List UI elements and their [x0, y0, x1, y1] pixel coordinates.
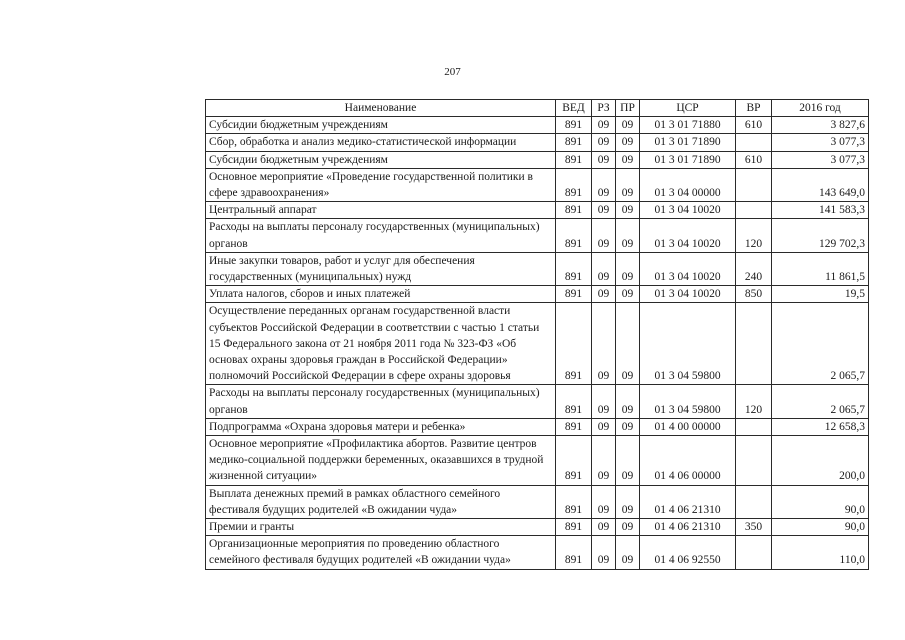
cell-ved: 891: [556, 519, 592, 536]
cell-csr: 01 3 04 10020: [640, 202, 736, 219]
table-row: [206, 418, 869, 435]
header-csr: ЦСР: [640, 100, 736, 117]
cell-ved: 891: [556, 202, 592, 219]
cell-pr: 09: [616, 219, 640, 252]
cell-amount: 2 065,7: [772, 385, 869, 418]
header-rz: РЗ: [592, 100, 616, 117]
cell-ved: 891: [556, 117, 592, 134]
table-row: [206, 202, 869, 219]
table-row: [206, 485, 869, 518]
cell-pr: 09: [616, 134, 640, 151]
table-row: [206, 436, 869, 486]
cell-rz: 09: [592, 436, 616, 486]
cell-amount: 141 583,3: [772, 202, 869, 219]
cell-pr: 09: [616, 117, 640, 134]
cell-amount: 3 077,3: [772, 134, 869, 151]
cell-pr: 09: [616, 485, 640, 518]
header-vr: ВР: [736, 100, 772, 117]
cell-pr: 09: [616, 168, 640, 201]
cell-csr: 01 3 04 59800: [640, 385, 736, 418]
header-amount: 2016 год: [772, 100, 869, 117]
cell-amount: 200,0: [772, 436, 869, 486]
cell-vr: 350: [736, 519, 772, 536]
cell-rz: 09: [592, 385, 616, 418]
cell-rz: 09: [592, 485, 616, 518]
cell-amount: 19,5: [772, 286, 869, 303]
cell-pr: 09: [616, 385, 640, 418]
cell-pr: 09: [616, 519, 640, 536]
cell-vr: 120: [736, 219, 772, 252]
cell-rz: 09: [592, 303, 616, 385]
cell-rz: 09: [592, 418, 616, 435]
table-row: [206, 117, 869, 134]
cell-name: Основное мероприятие «Профилактика абортов. Развитие центров медико-социальной поддержки беременных, оказавшихся в трудной жизненной ситуации»: [206, 436, 556, 486]
cell-amount: 12 658,3: [772, 418, 869, 435]
cell-name: Субсидии бюджетным учреждениям: [206, 151, 556, 168]
cell-csr: 01 3 01 71890: [640, 134, 736, 151]
cell-vr: [736, 134, 772, 151]
cell-name: Уплата налогов, сборов и иных платежей: [206, 286, 556, 303]
cell-name: Премии и гранты: [206, 519, 556, 536]
cell-name: Расходы на выплаты персоналу государственных (муниципальных) органов: [206, 385, 556, 418]
cell-vr: [736, 303, 772, 385]
table-row: [206, 134, 869, 151]
cell-pr: 09: [616, 303, 640, 385]
cell-pr: 09: [616, 151, 640, 168]
cell-rz: 09: [592, 252, 616, 285]
cell-name: Основное мероприятие «Проведение государственной политики в сфере здравоохранения»: [206, 168, 556, 201]
cell-ved: 891: [556, 286, 592, 303]
cell-ved: 891: [556, 303, 592, 385]
table-header-row: [206, 100, 869, 117]
cell-csr: 01 4 06 21310: [640, 519, 736, 536]
cell-vr: [736, 436, 772, 486]
cell-pr: 09: [616, 436, 640, 486]
header-ved: ВЕД: [556, 100, 592, 117]
cell-csr: 01 4 06 92550: [640, 536, 736, 569]
cell-csr: 01 4 00 00000: [640, 418, 736, 435]
cell-csr: 01 4 06 00000: [640, 436, 736, 486]
table-row: [206, 286, 869, 303]
table-row: [206, 536, 869, 569]
table-body: [206, 117, 869, 569]
table-row: [206, 219, 869, 252]
header-name: Наименование: [206, 100, 556, 117]
cell-ved: 891: [556, 536, 592, 569]
cell-ved: 891: [556, 385, 592, 418]
cell-pr: 09: [616, 418, 640, 435]
cell-rz: 09: [592, 168, 616, 201]
cell-amount: 90,0: [772, 485, 869, 518]
table-row: [206, 519, 869, 536]
cell-name: Организационные мероприятия по проведению областного семейного фестиваля будущих родителей «В ожидании чуда»: [206, 536, 556, 569]
cell-pr: 09: [616, 286, 640, 303]
cell-vr: [736, 418, 772, 435]
cell-amount: 11 861,5: [772, 252, 869, 285]
cell-amount: 3 077,3: [772, 151, 869, 168]
cell-rz: 09: [592, 536, 616, 569]
cell-vr: 850: [736, 286, 772, 303]
cell-rz: 09: [592, 219, 616, 252]
cell-amount: 2 065,7: [772, 303, 869, 385]
cell-ved: 891: [556, 151, 592, 168]
cell-rz: 09: [592, 117, 616, 134]
cell-name: Осуществление переданных органам государственной власти субъектов Российской Федерации в соответствии с частью 1 статьи 15 Федерального закона от 21 ноября 2011 года № 323-ФЗ «Об основах охраны здоровья граждан в Российской Федерации» полномочий Российской Федерации в сфере охраны здоровья: [206, 303, 556, 385]
cell-vr: 610: [736, 151, 772, 168]
cell-amount: 3 827,6: [772, 117, 869, 134]
cell-name: Расходы на выплаты персоналу государственных (муниципальных) органов: [206, 219, 556, 252]
cell-csr: 01 3 04 10020: [640, 252, 736, 285]
cell-ved: 891: [556, 134, 592, 151]
cell-pr: 09: [616, 202, 640, 219]
table-row: [206, 151, 869, 168]
cell-rz: 09: [592, 519, 616, 536]
cell-vr: 120: [736, 385, 772, 418]
cell-pr: 09: [616, 536, 640, 569]
cell-name: Субсидии бюджетным учреждениям: [206, 117, 556, 134]
cell-ved: 891: [556, 252, 592, 285]
cell-csr: 01 4 06 21310: [640, 485, 736, 518]
cell-ved: 891: [556, 485, 592, 518]
cell-vr: [736, 536, 772, 569]
cell-name: Подпрограмма «Охрана здоровья матери и ребенка»: [206, 418, 556, 435]
cell-rz: 09: [592, 151, 616, 168]
cell-rz: 09: [592, 134, 616, 151]
table-row: [206, 252, 869, 285]
budget-table: [205, 99, 869, 570]
cell-rz: 09: [592, 202, 616, 219]
cell-vr: 240: [736, 252, 772, 285]
table-row: [206, 303, 869, 385]
cell-ved: 891: [556, 418, 592, 435]
page-number: 207: [444, 66, 461, 78]
cell-rz: 09: [592, 286, 616, 303]
cell-csr: 01 3 04 10020: [640, 286, 736, 303]
cell-name: Центральный аппарат: [206, 202, 556, 219]
cell-ved: 891: [556, 168, 592, 201]
cell-amount: 110,0: [772, 536, 869, 569]
cell-csr: 01 3 04 00000: [640, 168, 736, 201]
cell-ved: 891: [556, 436, 592, 486]
table-row: [206, 385, 869, 418]
cell-vr: 610: [736, 117, 772, 134]
cell-csr: 01 3 01 71880: [640, 117, 736, 134]
cell-amount: 143 649,0: [772, 168, 869, 201]
cell-name: Иные закупки товаров, работ и услуг для обеспечения государственных (муниципальных) нужд: [206, 252, 556, 285]
table-row: [206, 168, 869, 201]
cell-csr: 01 3 04 10020: [640, 219, 736, 252]
cell-name: Выплата денежных премий в рамках областного семейного фестиваля будущих родителей «В ожидании чуда»: [206, 485, 556, 518]
cell-vr: [736, 168, 772, 201]
cell-amount: 90,0: [772, 519, 869, 536]
cell-name: Сбор, обработка и анализ медико-статистической информации: [206, 134, 556, 151]
cell-ved: 891: [556, 219, 592, 252]
cell-pr: 09: [616, 252, 640, 285]
cell-csr: 01 3 01 71890: [640, 151, 736, 168]
header-pr: ПР: [616, 100, 640, 117]
cell-csr: 01 3 04 59800: [640, 303, 736, 385]
cell-vr: [736, 485, 772, 518]
cell-vr: [736, 202, 772, 219]
cell-amount: 129 702,3: [772, 219, 869, 252]
